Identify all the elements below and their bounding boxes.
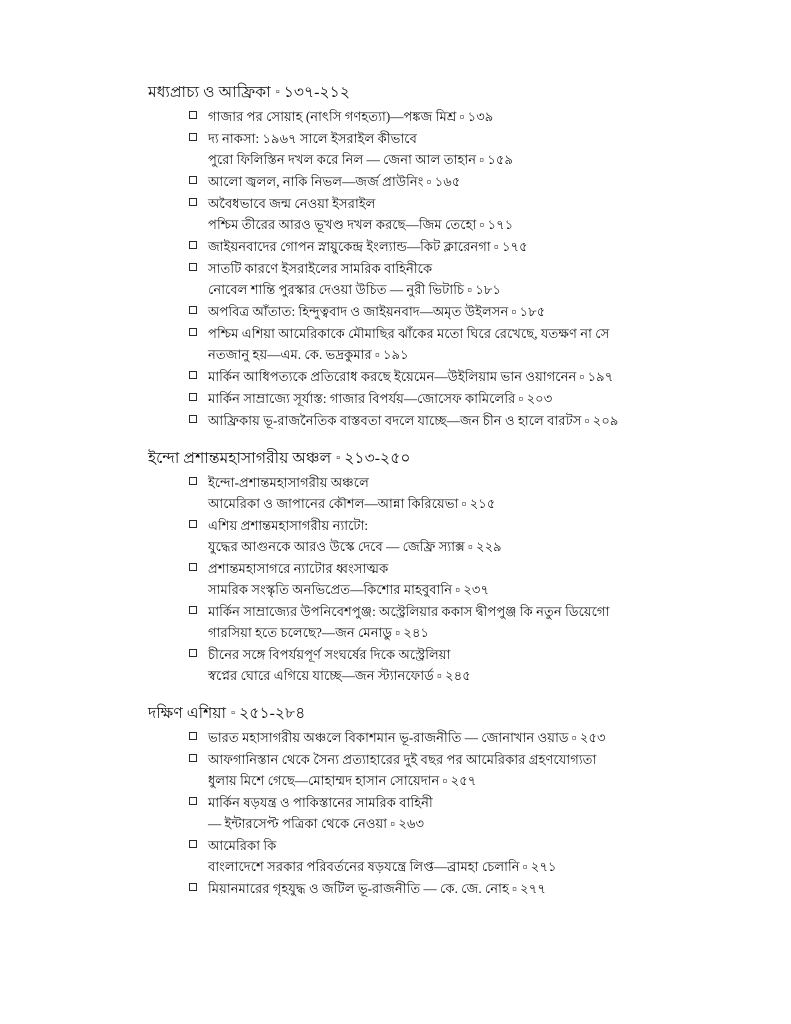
toc-entry[interactable]	[148, 236, 678, 257]
toc-entry[interactable]	[148, 727, 678, 748]
checkbox-square-icon	[189, 754, 197, 762]
checkbox-square-icon	[189, 840, 197, 848]
section-heading-page-range: ১৩৭-২১২	[283, 84, 351, 101]
toc-entry-line-continuation: গারসিয়া হতে চলেছে?—জন মেনাডু ▫ ২৪১	[208, 625, 430, 640]
section-heading-separator-icon: ▫	[275, 86, 280, 98]
toc-entry-line-primary: অবৈধভাবে জন্ম নেওয়া ইসরাইল	[208, 196, 376, 211]
toc-entry-line-primary: মার্কিন আধিপত্যকে প্রতিরোধ করছে ইয়েমেন—উইলিয়াম ভান ওয়াগনেন ▫ ১৯৭	[208, 369, 614, 384]
toc-entry-line-continuation: — ইন্টারসেপ্ট পত্রিকা থেকে নেওয়া ▫ ২৬৩	[208, 816, 425, 831]
checkbox-square-icon	[189, 563, 197, 571]
toc-section	[148, 448, 678, 686]
toc-entry[interactable]	[148, 515, 678, 557]
toc-entry-line-primary: মার্কিন সাম্রাজ্যের উপনিবেশপুঞ্জ: অস্ট্রেলিয়ার ককাস দ্বীপপুঞ্জ কি নতুন ডিয়েগো	[208, 604, 610, 619]
toc-section	[148, 82, 678, 431]
checkbox-square-icon	[189, 111, 197, 119]
toc-entry-list	[148, 472, 678, 686]
checkbox-square-icon	[189, 520, 197, 528]
toc-entry-line-primary: মার্কিন সাম্রাজ্যে সূর্যাস্ত: গাজার বিপর্যয়—জোসেফ কামিলেরি ▫ ২০৩	[208, 391, 553, 406]
section-heading-separator-icon: ▫	[336, 452, 341, 464]
toc-entry-line-primary: ভারত মহাসাগরীয় অঞ্চলে বিকাশমান ভূ-রাজনীতি — জোনাখান ওয়াড ▫ ২৫৩	[208, 730, 606, 745]
toc-entry-line-continuation: বাংলাদেশে সরকার পরিবর্তনের ষড়যন্ত্রে লিপ্ত—ব্রামহা চেলানি ▫ ২৭১	[208, 859, 557, 874]
toc-entry[interactable]	[148, 835, 678, 877]
toc-entry-line-primary: আমেরিকা কি	[208, 838, 277, 853]
toc-entry-line-continuation: আমেরিকা ও জাপানের কৌশল—আন্না কিরিয়েভা ▫ ২১৫	[208, 496, 496, 511]
toc-entry-line-primary: অপবিত্র আঁতাত: হিন্দুত্ববাদ ও জাইয়নবাদ—অমৃত উইলসন ▫ ১৮৫	[208, 304, 546, 319]
toc-section	[148, 703, 678, 899]
toc-entry[interactable]	[148, 258, 678, 300]
toc-entry[interactable]	[148, 301, 678, 322]
toc-entry-line-primary: পশ্চিম এশিয়া আমেরিকাকে মৌমাছির ঝাঁকের মতো ঘিরে রেখেছে, যতক্ষণ না সে	[208, 326, 610, 341]
toc-entry[interactable]	[148, 323, 678, 365]
checkbox-square-icon	[189, 732, 197, 740]
toc-entry-line-primary: গাজার পর সোয়াহ (নাৎসি গণহত্যা)—পঙ্কজ মিশ্র ▫ ১৩৯	[208, 109, 494, 124]
toc-entry-line-primary: চীনের সঙ্গে বিপর্যয়পূর্ণ সংঘর্ষের দিকে অস্ট্রেলিয়া	[208, 647, 451, 662]
toc-entry-list	[148, 106, 678, 431]
toc-entry-line-primary: প্রশান্তমহাসাগরে ন্যাটোর ধ্বংসাত্মক	[208, 561, 389, 576]
toc-entry[interactable]	[148, 644, 678, 686]
toc-entry-line-continuation: নোবেল শান্তি পুরস্কার দেওয়া উচিত — নুরী ভিটাচি ▫ ১৮১	[208, 282, 502, 297]
toc-entry-line-primary: মার্কিন ষড়যন্ত্র ও পাকিস্তানের সামরিক বাহিনী	[208, 795, 433, 810]
toc-entry[interactable]	[148, 193, 678, 235]
section-heading	[148, 82, 678, 103]
section-heading-page-range: ২৫১-২৮৪	[239, 705, 306, 722]
toc-entry-line-primary: আলো জ্বলল, নাকি নিভল—জর্জ প্রাউনিং ▫ ১৬৫	[208, 174, 461, 189]
toc-entry-line-primary: জাইয়নবাদের গোপন স্নায়ুকেন্দ্র ইংল্যান্ড—কিট ক্লারেনগা ▫ ১৭৫	[208, 239, 528, 254]
section-heading-title: ইন্দো প্রশান্তমহাসাগরীয় অঞ্চল	[148, 450, 332, 467]
checkbox-square-icon	[189, 176, 197, 184]
toc-entry[interactable]	[148, 558, 678, 600]
checkbox-square-icon	[189, 306, 197, 314]
table-of-contents	[148, 82, 678, 901]
checkbox-square-icon	[189, 883, 197, 891]
toc-entry-line-continuation: ধুলায় মিশে গেছে—মোহাম্মদ হাসান সোয়েদান ▫ ২৫৭	[208, 773, 477, 788]
checkbox-square-icon	[189, 133, 197, 141]
section-heading	[148, 448, 678, 469]
section-heading-title: দক্ষিণ এশিয়া	[148, 705, 227, 722]
checkbox-square-icon	[189, 415, 197, 423]
toc-entry[interactable]	[148, 106, 678, 127]
toc-entry[interactable]	[148, 749, 678, 791]
toc-entry-line-primary: আফগানিস্তান থেকে সৈন্য প্রত্যাহারের দুই বছর পর আমেরিকার গ্রহণযোগ্যতা	[208, 752, 597, 767]
toc-entry-line-primary: দ্য নাকসা: ১৯৬৭ সালে ইসরাইল কীভাবে	[208, 131, 417, 146]
toc-entry[interactable]	[148, 878, 678, 899]
checkbox-square-icon	[189, 241, 197, 249]
toc-entry[interactable]	[148, 128, 678, 170]
toc-entry-line-primary: সাতটি কারণে ইসরাইলের সামরিক বাহিনীকে	[208, 261, 433, 276]
checkbox-square-icon	[189, 393, 197, 401]
checkbox-square-icon	[189, 477, 197, 485]
checkbox-square-icon	[189, 198, 197, 206]
toc-entry[interactable]	[148, 472, 678, 514]
toc-entry-line-primary: এশিয় প্রশান্তমহাসাগরীয় ন্যাটো:	[208, 518, 369, 533]
toc-entry[interactable]	[148, 792, 678, 834]
toc-entry[interactable]	[148, 366, 678, 387]
toc-entry[interactable]	[148, 410, 678, 431]
toc-entry-line-continuation: পুরো ফিলিস্তিন দখল করে নিল — জেনা আল তাহান ▫ ১৫৯	[208, 152, 514, 167]
checkbox-square-icon	[189, 606, 197, 614]
toc-entry-line-continuation: যুদ্ধের আগুনকে আরও উস্কে দেবে — জেফ্রি স্যাক্স ▫ ২২৯	[208, 539, 502, 554]
checkbox-square-icon	[189, 263, 197, 271]
checkbox-square-icon	[189, 371, 197, 379]
section-heading	[148, 703, 678, 724]
section-heading-title: মধ্যপ্রাচ্য ও আফ্রিকা	[148, 84, 271, 101]
checkbox-square-icon	[189, 649, 197, 657]
toc-entry[interactable]	[148, 388, 678, 409]
toc-entry-line-primary: মিয়ানমারের গৃহযুদ্ধ ও জটিল ভূ-রাজনীতি — কে. জে. নোহ ▫ ২৭৭	[208, 881, 546, 896]
section-heading-page-range: ২১৩-২৫০	[344, 450, 411, 467]
checkbox-square-icon	[189, 328, 197, 336]
section-heading-separator-icon: ▫	[231, 707, 236, 719]
toc-entry-line-primary: আফ্রিকায় ভূ-রাজনৈতিক বাস্তবতা বদলে যাচ্ছে—জন চীন ও হালে বারটস ▫ ২০৯	[208, 413, 619, 428]
toc-entry[interactable]	[148, 601, 678, 643]
checkbox-square-icon	[189, 797, 197, 805]
toc-entry-line-continuation: স্বপ্নের ঘোরে এগিয়ে যাচ্ছে—জন স্ট্যানফোর্ড ▫ ২৪৫	[208, 668, 471, 683]
toc-entry-line-continuation: পশ্চিম তীরের আরও ভূখণ্ড দখল করছে—জিম তেহো ▫ ১৭১	[208, 217, 514, 232]
toc-entry-line-continuation: নতজানু হয়—এম. কে. ভদ্রকুমার ▫ ১৯১	[208, 347, 409, 362]
toc-entry-line-primary: ইন্দো-প্রশান্তমহাসাগরীয় অঞ্চলে	[208, 475, 369, 490]
toc-entry-line-continuation: সামরিক সংস্কৃতি অনভিপ্রেত—কিশোর মাহবুবানি ▫ ২৩৭	[208, 582, 490, 597]
toc-entry-list	[148, 727, 678, 899]
toc-entry[interactable]	[148, 171, 678, 192]
